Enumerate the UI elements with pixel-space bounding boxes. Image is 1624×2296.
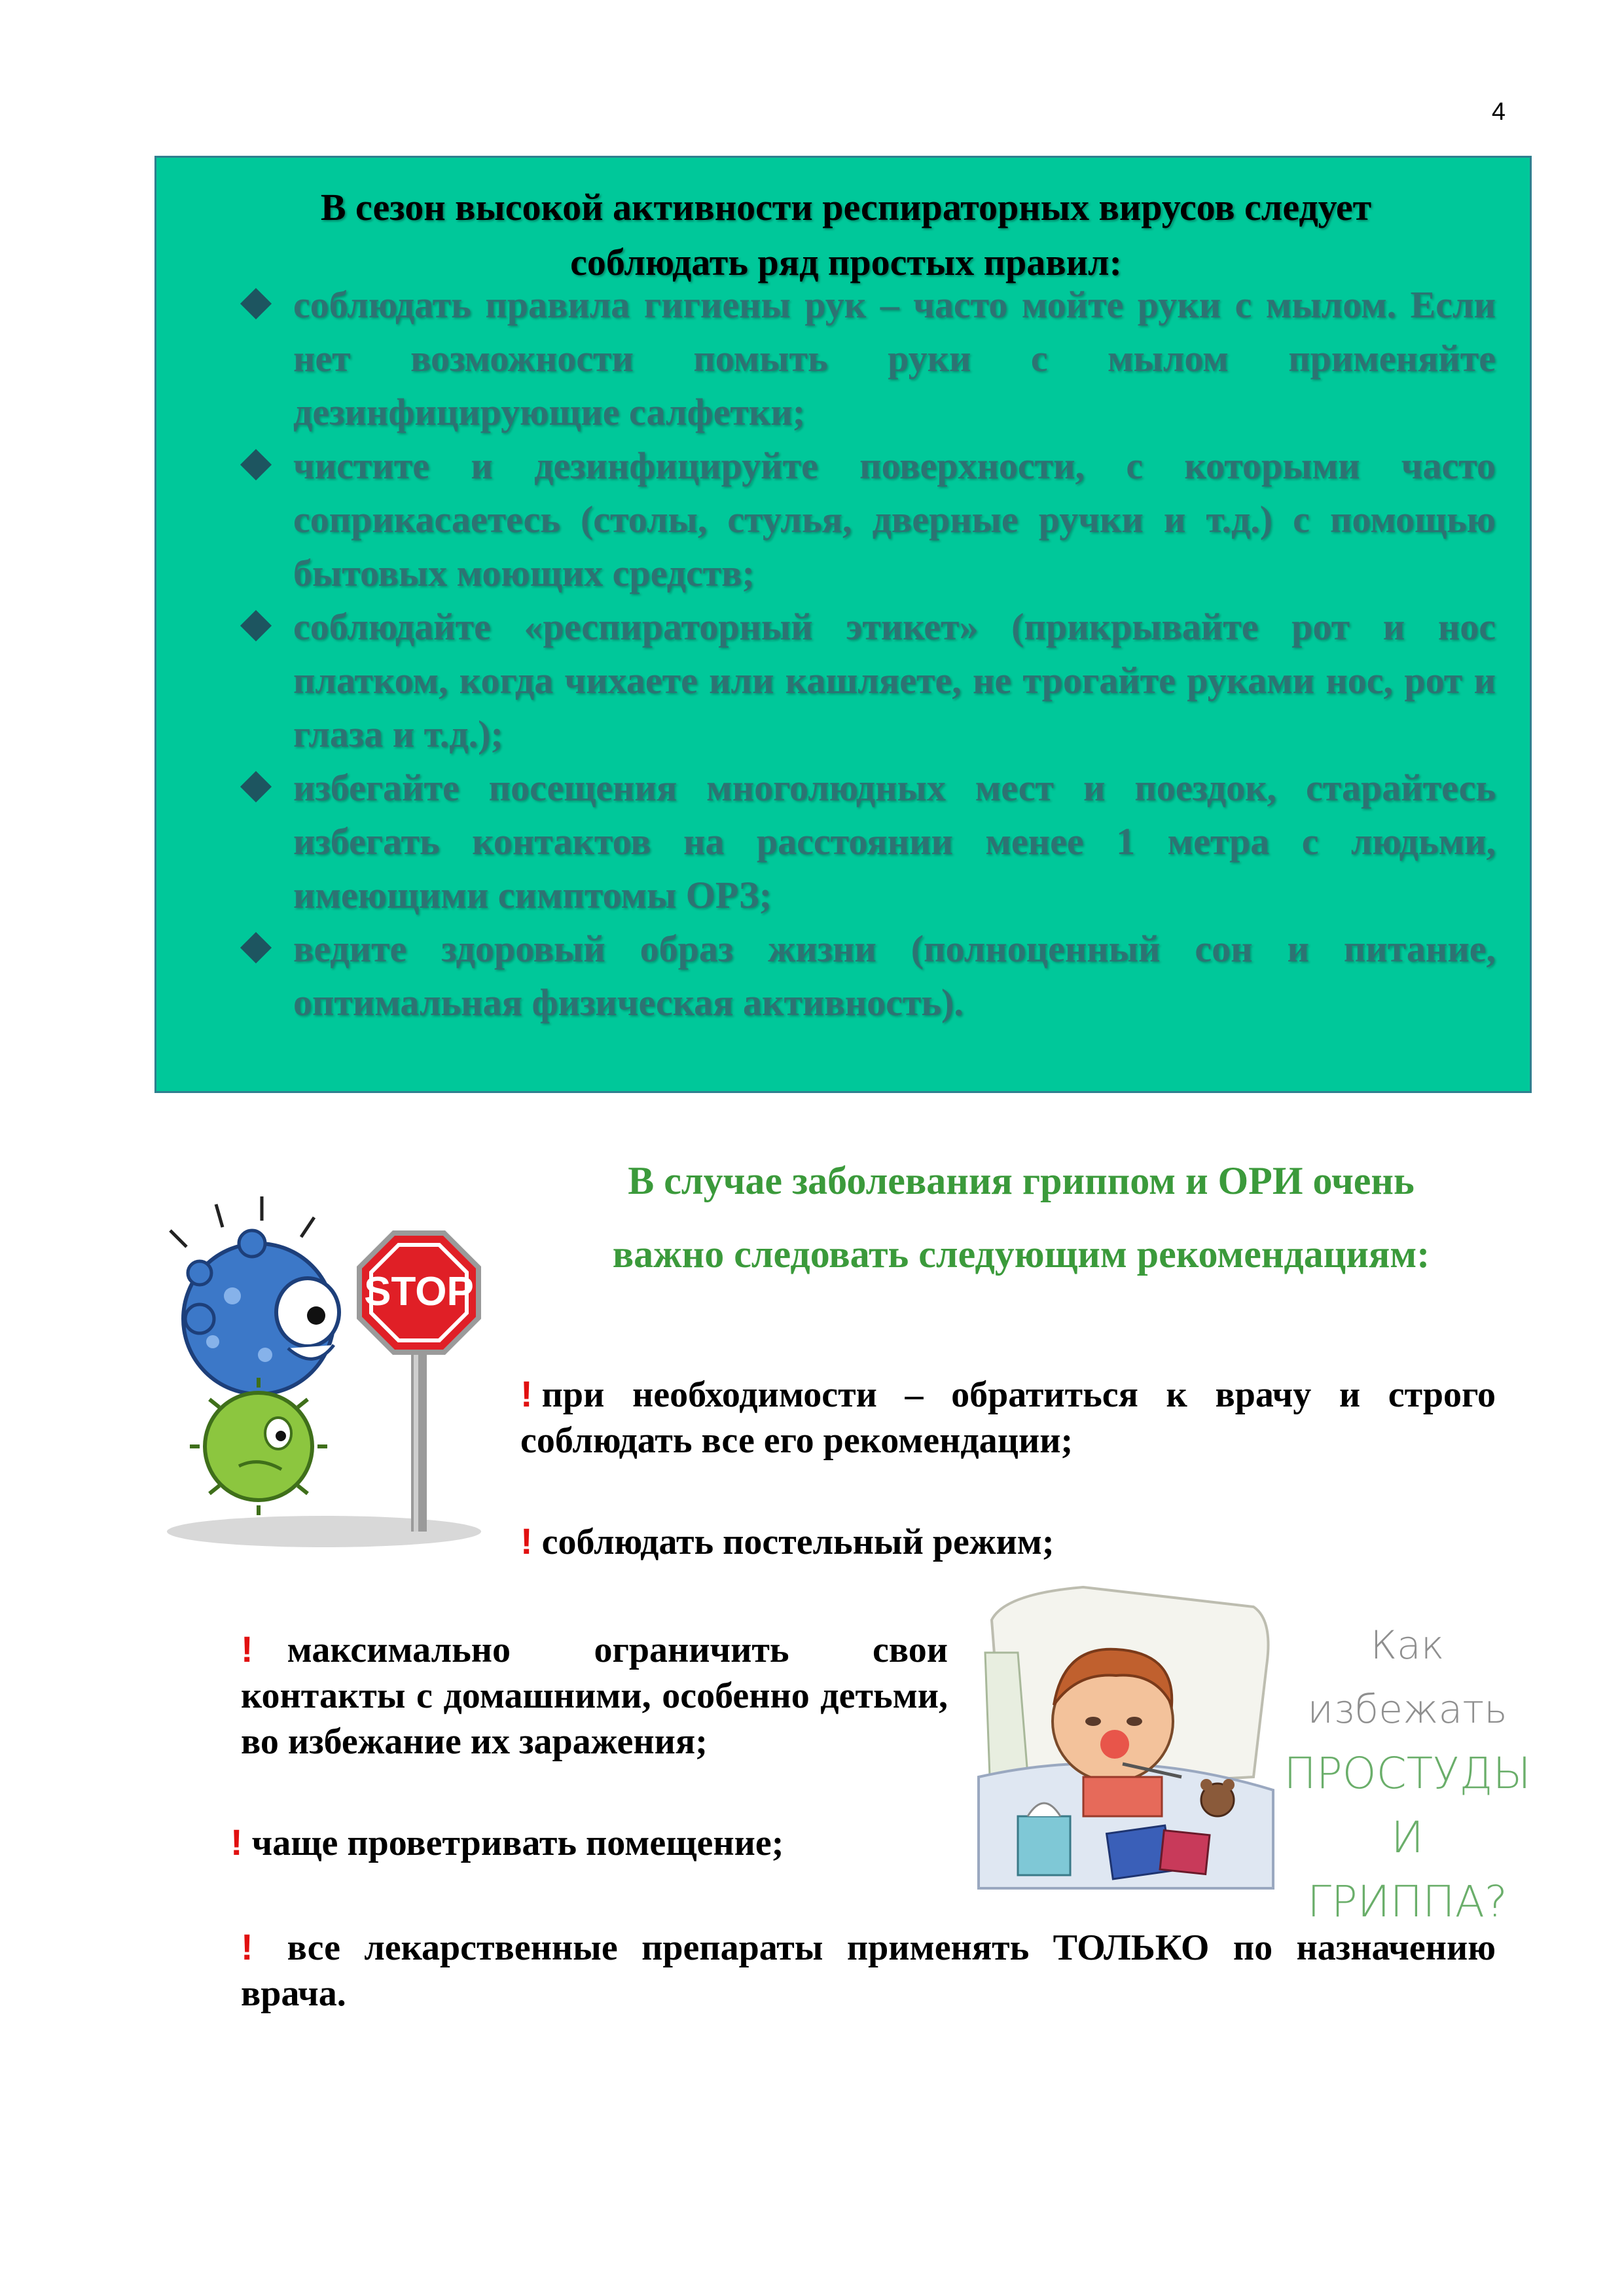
flu-caption-line1: Как избежать (1307, 1623, 1507, 1732)
rule-item: соблюдать правила гигиены рук – часто мойте руки с мылом. Если нет возможности помыть руки с мылом применяйте дезинфицирующие салфетки; (242, 278, 1496, 439)
recommendation-item: ! максимально ограничить свои контакты с домашними, особенно детьми, во избежание их заражения; (241, 1628, 948, 1762)
exclamation-icon: ! (241, 1628, 253, 1670)
rules-heading (196, 180, 1496, 290)
diamond-bullet-icon (240, 932, 272, 963)
exclamation-icon: ! (230, 1821, 243, 1863)
virus-stop-sign-illustration (160, 1191, 507, 1558)
flu-caption-line2: ПРОСТУДЫ (1284, 1748, 1531, 1799)
stop-sign-text: STOP (364, 1269, 474, 1314)
diamond-bullet-icon (240, 449, 272, 480)
diamond-bullet-icon (240, 288, 272, 319)
recommendation-item: ! соблюдать постельный режим; (520, 1520, 1055, 1562)
flu-caption-line3: И (1391, 1812, 1424, 1863)
rule-item: ведите здоровый образ жизни (полноценный сон и питание, оптимальная физическая активность). (242, 922, 1496, 1030)
exclamation-icon: ! (520, 1520, 533, 1562)
exclamation-icon: ! (520, 1373, 533, 1414)
flu-caption-line4: ГРИППА? (1307, 1876, 1507, 1927)
rule-item: избегайте посещения многолюдных мест и поездок, старайтесь избегать контактов на расстоянии менее 1 метра с людьми, имеющими симптомы ОРЗ; (242, 761, 1496, 922)
recommendation-item: ! чаще проветривать помещение; (230, 1821, 784, 1863)
recommendations-heading-line2: важно следовать следующим рекомендациям: (612, 1232, 1430, 1276)
recommendation-item: ! все лекарственные препараты применять ТОЛЬКО по назначению врача. (241, 1926, 1496, 2014)
rule-item: соблюдайте «респираторный этикет» (прикрывайте рот и нос платком, когда чихаете или кашляете, не трогайте руками нос, рот и глаза и т.д.); (242, 600, 1496, 761)
rules-heading-line1: В сезон высокой активности респираторных вирусов следует (320, 186, 1372, 228)
rule-item: чистите и дезинфицируйте поверхности, с которыми часто соприкасаетесь (столы, стулья, дверные ручки и т.д.) с помощью бытовых моющих средств; (242, 439, 1496, 600)
diamond-bullet-icon (240, 771, 272, 802)
recommendations-heading-line1: В случае заболевания гриппом и ОРИ очень (628, 1159, 1415, 1202)
flu-caption (1276, 1613, 1538, 1934)
rules-list (242, 278, 1496, 1030)
sick-child-illustration (965, 1581, 1280, 1901)
rules-heading-line2: соблюдать ряд простых правил: (570, 241, 1122, 283)
diamond-bullet-icon (240, 610, 272, 641)
page-number: 4 (1491, 98, 1506, 126)
recommendation-item: ! при необходимости – обратиться к врачу и строго соблюдать все его рекомендации; (520, 1373, 1496, 1461)
exclamation-icon: ! (241, 1926, 253, 1967)
